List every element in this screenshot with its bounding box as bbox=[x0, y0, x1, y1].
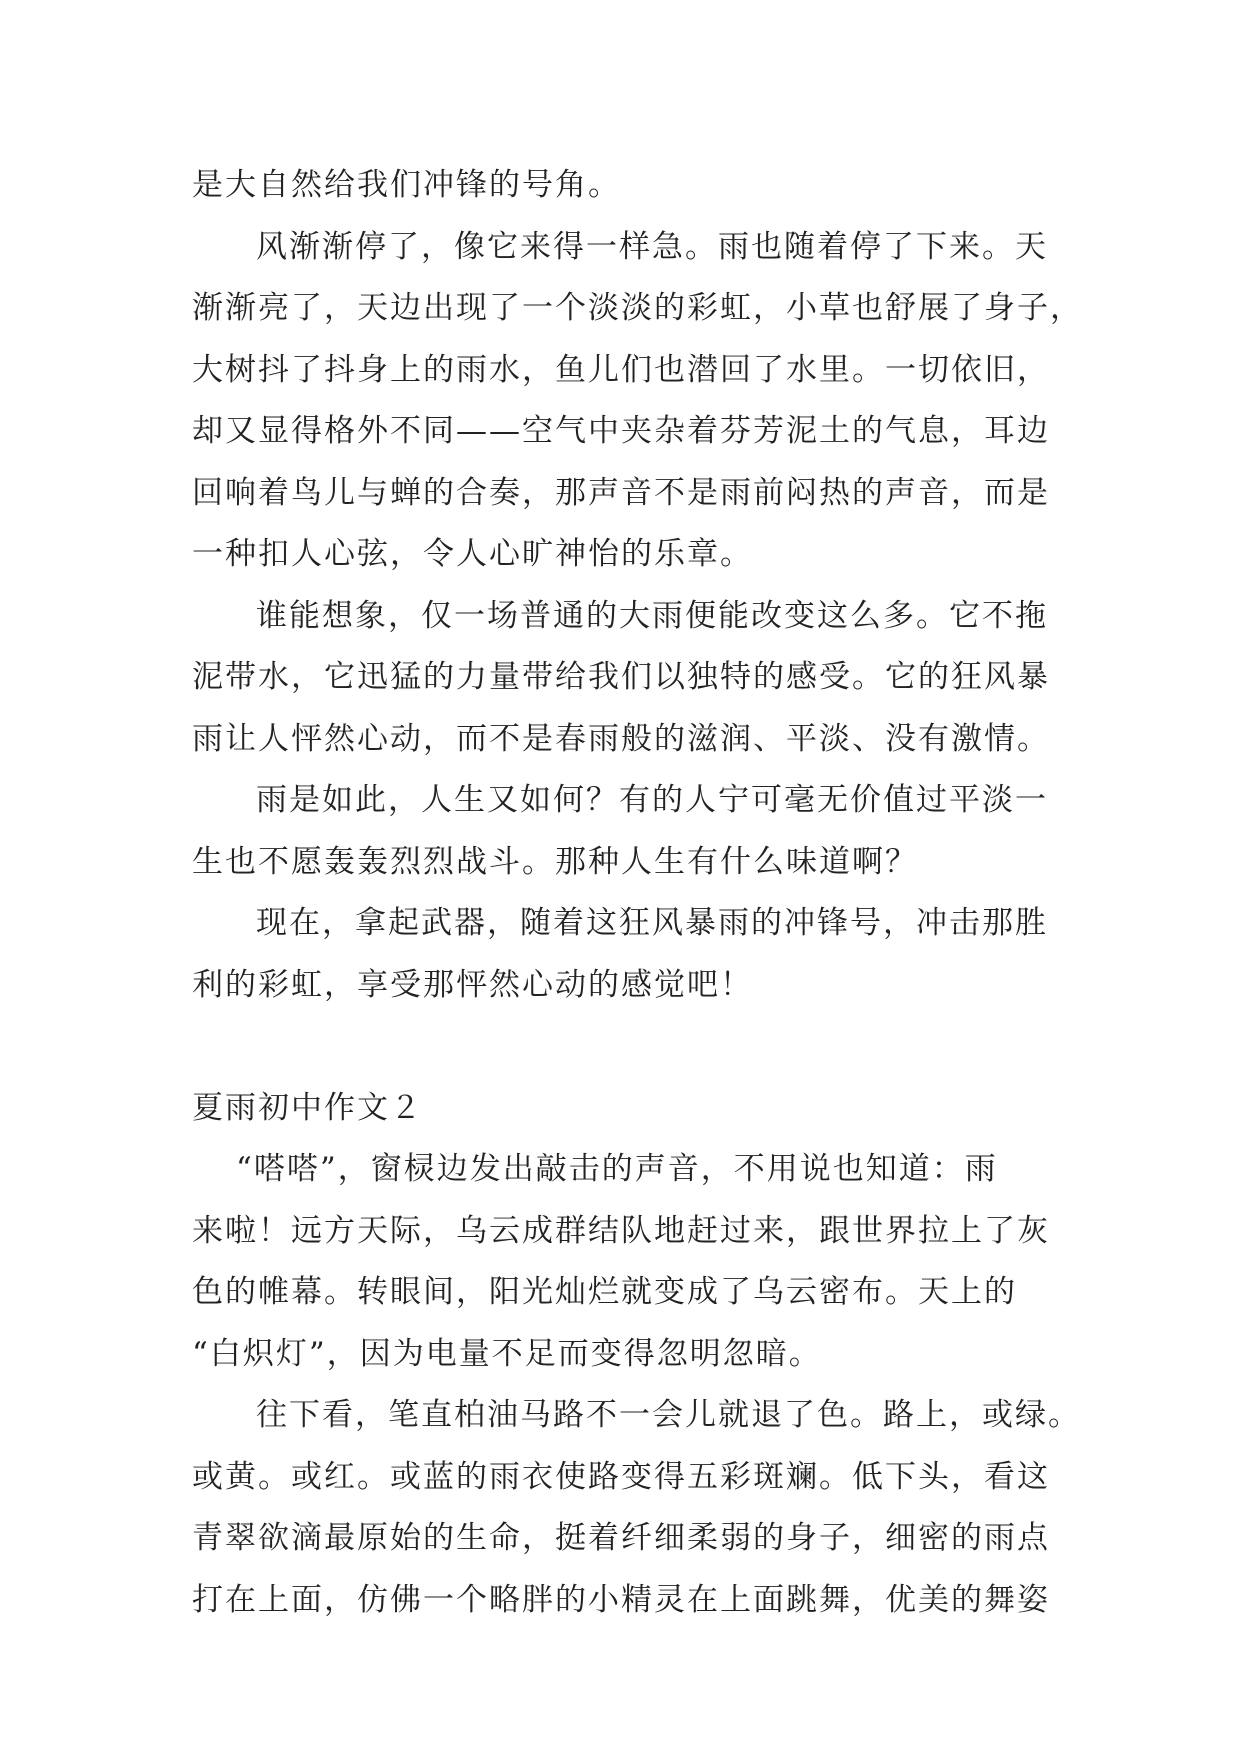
essay-text bbox=[192, 155, 1083, 1631]
text-line: 来啦！远方天际，乌云成群结队地赶过来，跟世界拉上了灰 bbox=[192, 1212, 1050, 1249]
text-line: “嗒嗒”，窗棂边发出敲击的声音，不用说也知道：雨 bbox=[236, 1151, 998, 1187]
text-line: 打在上面，仿佛一个略胖的小精灵在上面跳舞，优美的舞姿 bbox=[192, 1581, 1050, 1618]
text-line: 大树抖了抖身上的雨水，鱼儿们也潜回了水里。一切依旧， bbox=[192, 351, 1050, 388]
section-gap bbox=[192, 1016, 1062, 1078]
text-line: 雨让人怦然心动，而不是春雨般的滋润、平淡、没有激情。 bbox=[192, 720, 1050, 757]
text-line: 却又显得格外不同——空气中夹杂着芬芳泥土的气息，耳边 bbox=[192, 413, 1050, 449]
text-line: 谁能想象，仅一场普通的大雨便能改变这么多。它不拖 bbox=[256, 597, 1048, 634]
text-line: 是大自然给我们冲锋的号角。 bbox=[192, 167, 621, 203]
text-line: “白炽灯”，因为电量不足而变得忽明忽暗。 bbox=[192, 1335, 822, 1372]
text-line: 一种扣人心弦，令人心旷神怡的乐章。 bbox=[192, 536, 753, 572]
section-title: 夏雨初中作文２ bbox=[192, 1089, 423, 1126]
text-line: 回响着鸟儿与蝉的合奏，那声音不是雨前闷热的声音，而是 bbox=[192, 474, 1050, 511]
text-line: 现在，拿起武器，随着这狂风暴雨的冲锋号，冲击那胜 bbox=[256, 905, 1048, 941]
text-line: 生也不愿轰轰烈烈战斗。那种人生有什么味道啊？ bbox=[192, 843, 918, 880]
text-line: 往下看，笔直柏油马路不一会儿就退了色。路上，或绿。 bbox=[256, 1397, 1081, 1433]
text-line: 或黄。或红。或蓝的雨衣使路变得五彩斑斓。低下头，看这 bbox=[192, 1458, 1050, 1495]
text-line: 渐渐亮了，天边出现了一个淡淡的彩虹，小草也舒展了身子， bbox=[192, 290, 1083, 326]
text-line: 泥带水，它迅猛的力量带给我们以独特的感受。它的狂风暴 bbox=[192, 659, 1050, 695]
text-line: 色的帷幕。转眼间，阳光灿烂就变成了乌云密布。天上的 bbox=[192, 1274, 1017, 1310]
text-line: 利的彩虹，享受那怦然心动的感觉吧！ bbox=[192, 966, 753, 1003]
text-line: 雨是如此，人生又如何？有的人宁可毫无价值过平淡一 bbox=[256, 782, 1048, 818]
text-line: 青翠欲滴最原始的生命，挺着纤细柔弱的身子，细密的雨点 bbox=[192, 1520, 1050, 1556]
text-line: 风渐渐停了，像它来得一样急。雨也随着停了下来。天 bbox=[256, 228, 1048, 265]
